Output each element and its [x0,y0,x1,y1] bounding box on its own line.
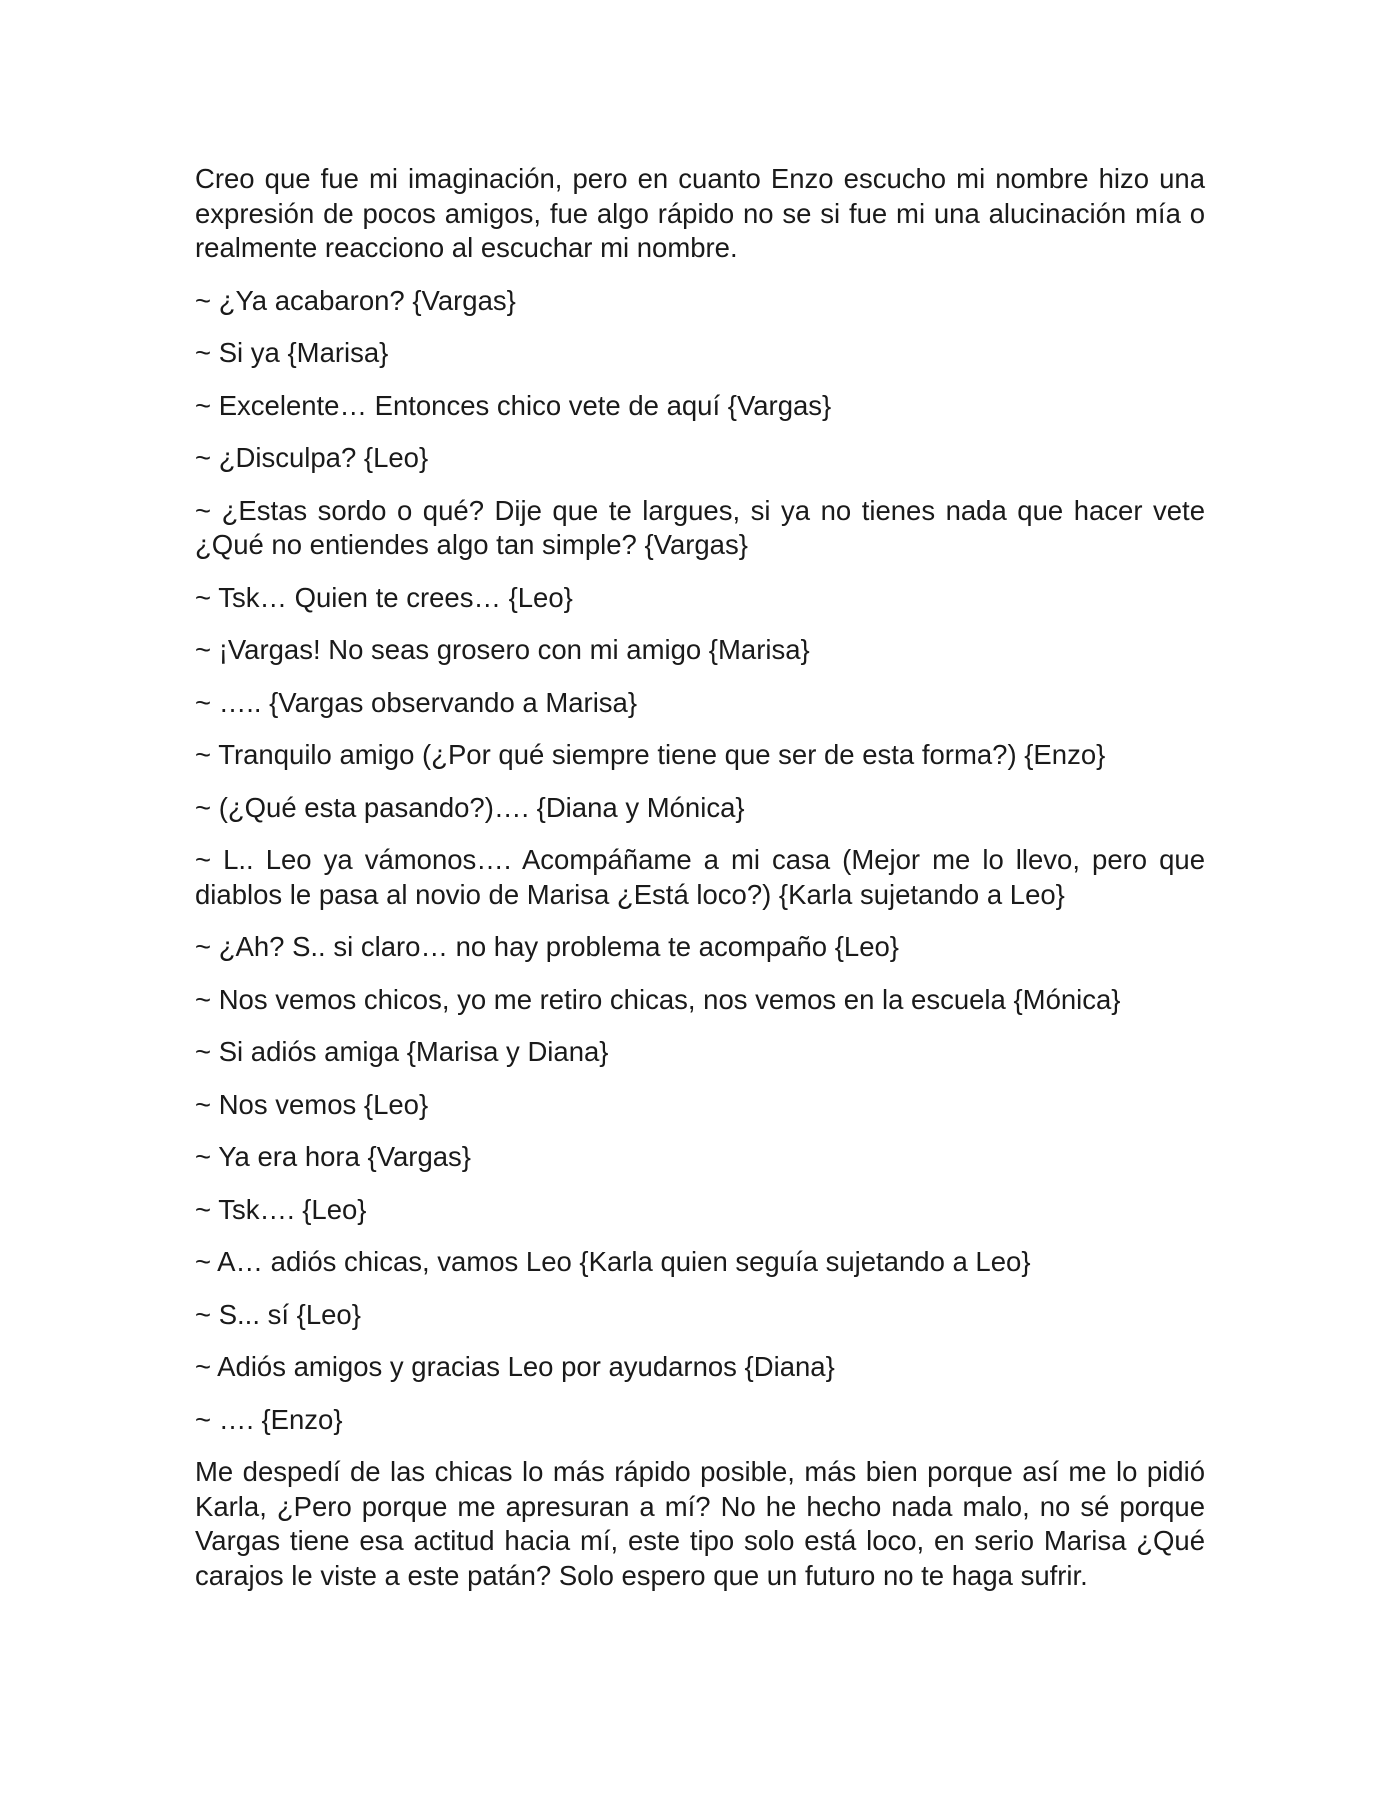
dialogue-line: ~ …. {Enzo} [195,1403,343,1435]
dialogue-line: ~ Tsk…. {Leo} [195,1193,367,1225]
document-page [195,162,1205,1611]
dialogue-line: ~ ¿Disculpa? {Leo} [195,442,429,473]
dialogue-line: ~ Tranquilo amigo (¿Por qué siempre tiene que ser de esta forma?) {Enzo} [195,739,1106,770]
dialogue-line: ~ Si adiós amiga {Marisa y Diana} [195,1036,609,1067]
dialogue-line: ~ S... sí {Leo} [195,1298,361,1330]
dialogue-line: ~ ¿Estas sordo o qué? Dije que te largues, si ya no tienes nada que hacer vete ¿Qué no entiendes algo tan simple? {Vargas} [195,494,1205,560]
closing-paragraph: Me despedí de las chicas lo más rápido posible, más bien porque así me lo pidió Karla, ¿Pero porque me apresuran a mí? No he hecho nada malo, no sé porque Vargas tiene esa actitud hacia mí, este tipo solo está loco, en serio Marisa ¿Qué carajos le viste a este patán? Solo espero que un futuro no te haga sufrir. [195,1456,1205,1591]
dialogue-line: ~ ¿Ah? S.. si claro… no hay problema te acompaño {Leo} [195,931,899,962]
dialogue-line: ~ Nos vemos chicos, yo me retiro chicas, nos vemos en la escuela {Mónica} [195,983,1121,1015]
dialogue-line: ~ (¿Qué esta pasando?)…. {Diana y Mónica} [195,791,745,823]
dialogue-line: ~ Ya era hora {Vargas} [195,1141,471,1172]
opening-paragraph: Creo que fue mi imaginación, pero en cuanto Enzo escucho mi nombre hizo una expresión de pocos amigos, fue algo rápido no se si fue mi una alucinación mía o realmente reacciono al escuchar mi nombre. [195,163,1205,263]
dialogue-line: ~ L.. Leo ya vámonos…. Acompáñame a mi casa (Mejor me lo llevo, pero que diablos le pasa al novio de Marisa ¿Está loco?) {Karla sujetando a Leo} [195,844,1205,910]
dialogue-line: ~ ¡Vargas! No seas grosero con mi amigo {Marisa} [195,634,810,665]
dialogue-line: ~ Adiós amigos y gracias Leo por ayudarnos {Diana} [195,1351,835,1382]
dialogue-line: ~ Nos vemos {Leo} [195,1088,429,1120]
dialogue-line: ~ Excelente… Entonces chico vete de aquí {Vargas} [195,389,832,421]
dialogue-line: ~ ¿Ya acabaron? {Vargas} [195,284,516,316]
dialogue-line: ~ ….. {Vargas observando a Marisa} [195,686,638,718]
dialogue-line: ~ Tsk… Quien te crees… {Leo} [195,581,573,613]
dialogue-line: ~ Si ya {Marisa} [195,337,389,368]
dialogue-line: ~ A… adiós chicas, vamos Leo {Karla quien seguía sujetando a Leo} [195,1246,1031,1277]
